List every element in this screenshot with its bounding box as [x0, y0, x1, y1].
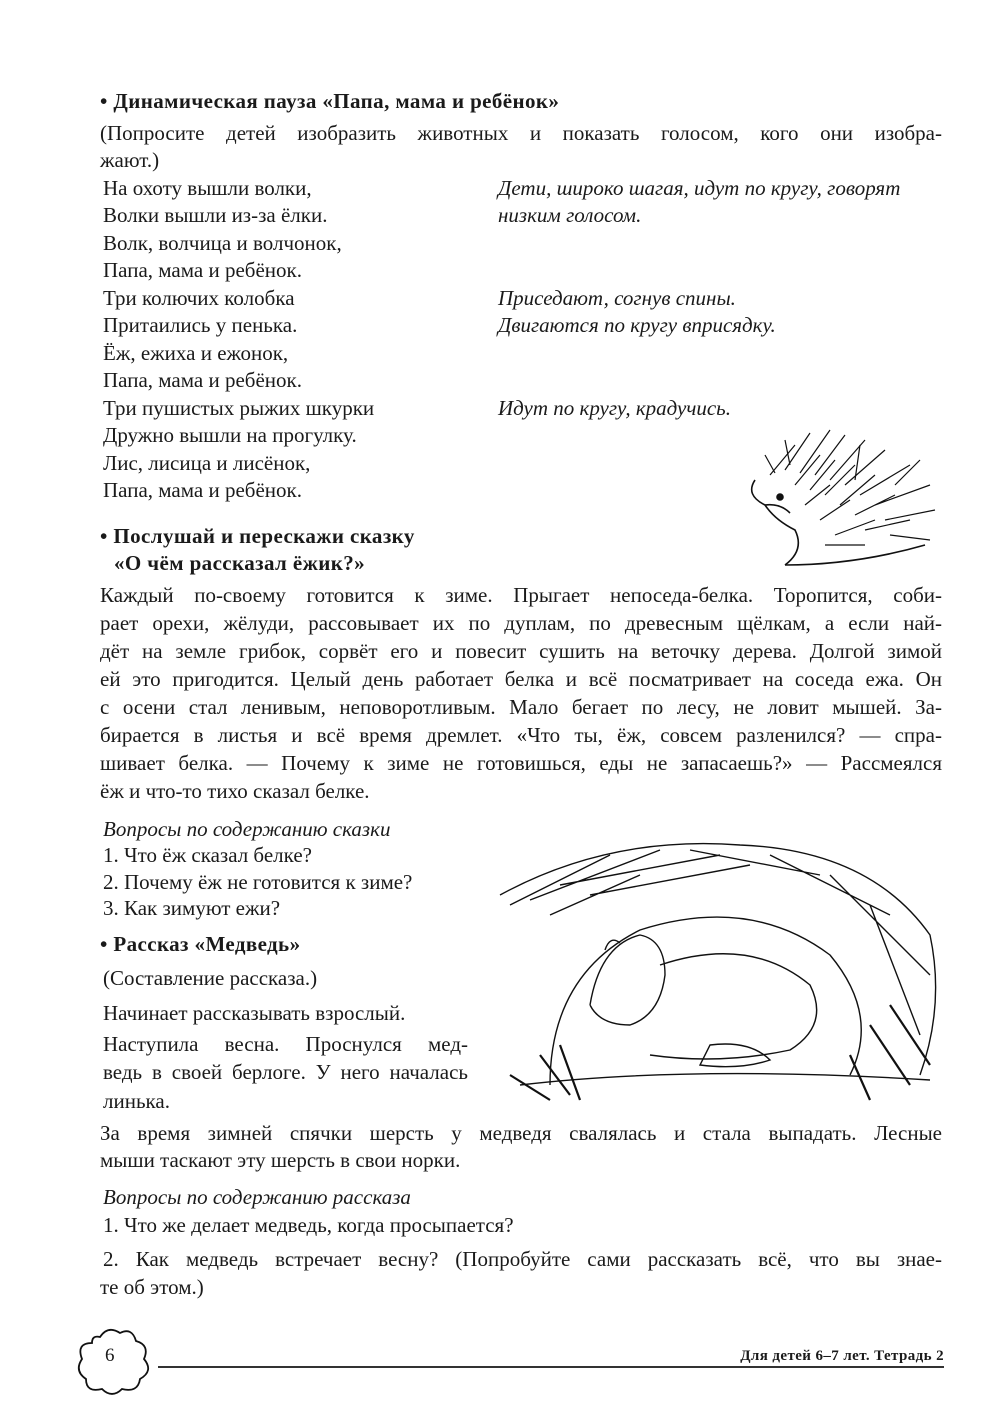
poem-line: Волк, волчица и волчонок,: [103, 231, 342, 255]
section-heading-bear-story: • Рассказ «Медведь»: [100, 932, 301, 956]
poem-line: Папа, мама и ребёнок.: [103, 258, 302, 282]
intro-line: Начинает рассказывать взрослый.: [103, 1001, 406, 1025]
story-line: Каждый по-своему готовится к зиме. Прыгает непоседа-белка. Торопится, соби-: [100, 583, 942, 607]
story-line: с осени стал ленивым, неповоротливым. Мало бегает по лесу, не ловит мышей. За-: [100, 695, 942, 719]
poem-line: Папа, мама и ребёнок.: [103, 478, 302, 502]
task-note: (Составление рассказа.): [103, 966, 318, 990]
poem-line: Ёж, ежиха и ежонок,: [103, 341, 289, 365]
movement-note: Идут по кругу, крадучись.: [498, 396, 731, 420]
section-heading-fairy-tale-title: «О чём рассказал ёжик?»: [114, 551, 366, 575]
question-item: 2. Почему ёж не готовится к зиме?: [103, 870, 413, 894]
story-line: дёт на земле грибок, сорвёт его и повесит сушить на веточку дерева. Долгой зимой: [100, 639, 942, 663]
instruction-line: жают.): [100, 148, 160, 172]
question-item: 2. Как медведь встречает весну? (Попробуйте сами рассказать всё, что вы знае-: [103, 1247, 942, 1271]
instruction-line: (Попросите детей изобразить животных и показать голосом, кого они изобра-: [100, 121, 942, 145]
poem-line: Дружно вышли на прогулку.: [103, 423, 357, 447]
story-line: рает орехи, жёлуди, рассовывает их по дуплам, по древесным щёлкам, а если най-: [100, 611, 942, 635]
footer-caption: Для детей 6–7 лет. Тетрадь 2: [740, 1348, 944, 1364]
story-line: бирается в листья и всё время дремлет. «Что ты, ёж, совсем разленился? — спра-: [100, 723, 942, 747]
story-line: линька.: [103, 1089, 170, 1113]
page-number: 6: [105, 1345, 115, 1366]
movement-note: низким голосом.: [498, 203, 642, 227]
story-line: шивает белка. — Почему к зиме не готовишься, еды не запасаешь?» — Рассмеялся: [100, 751, 942, 775]
story-line: ёж и что-то тихо сказал белке.: [100, 779, 370, 803]
poem-line: На охоту вышли волки,: [103, 176, 312, 200]
poem-line: Три пушистых рыжих шкурки: [103, 396, 375, 420]
flower-page-badge-icon: [70, 1325, 160, 1397]
section-heading-dynamic-pause: • Динамическая пауза «Папа, мама и ребёнок»: [100, 89, 560, 113]
poem-line: Три колючих колобка: [103, 286, 295, 310]
story-line: мыши таскают эту шерсть в свои норки.: [100, 1148, 461, 1172]
story-line: За время зимней спячки шерсть у медведя свалялась и стала выпадать. Лесные: [100, 1121, 942, 1145]
movement-note: Двигаются по кругу вприсядку.: [498, 313, 776, 337]
question-item: 1. Что ёж сказал белке?: [103, 843, 312, 867]
sleeping-bear-den-illustration: [490, 825, 950, 1105]
poem-line: Волки вышли из-за ёлки.: [103, 203, 328, 227]
poem-line: Лис, лисица и лисёнок,: [103, 451, 311, 475]
section-heading-fairy-tale: • Послушай и перескажи сказку: [100, 524, 415, 548]
hedgehog-illustration: [735, 425, 945, 575]
poem-line: Притаились у пенька.: [103, 313, 298, 337]
questions-title: Вопросы по содержанию сказки: [103, 817, 391, 841]
movement-note: Дети, широко шагая, идут по кругу, говорят: [498, 176, 901, 200]
question-item: 3. Как зимуют ежи?: [103, 896, 281, 920]
story-line: Наступила весна. Проснулся мед-: [103, 1032, 468, 1056]
story-line: ведь в своей берлоге. У него началась: [103, 1060, 468, 1084]
movement-note: Приседают, согнув спины.: [498, 286, 736, 310]
question-item: 1. Что же делает медведь, когда просыпается?: [103, 1213, 514, 1237]
story-line: ей это пригодится. Целый день работает белка и всё посматривает на соседа ежа. Он: [100, 667, 942, 691]
poem-line: Папа, мама и ребёнок.: [103, 368, 302, 392]
question-item-continued: те об этом.): [100, 1275, 204, 1299]
questions-title: Вопросы по содержанию рассказа: [103, 1185, 411, 1209]
